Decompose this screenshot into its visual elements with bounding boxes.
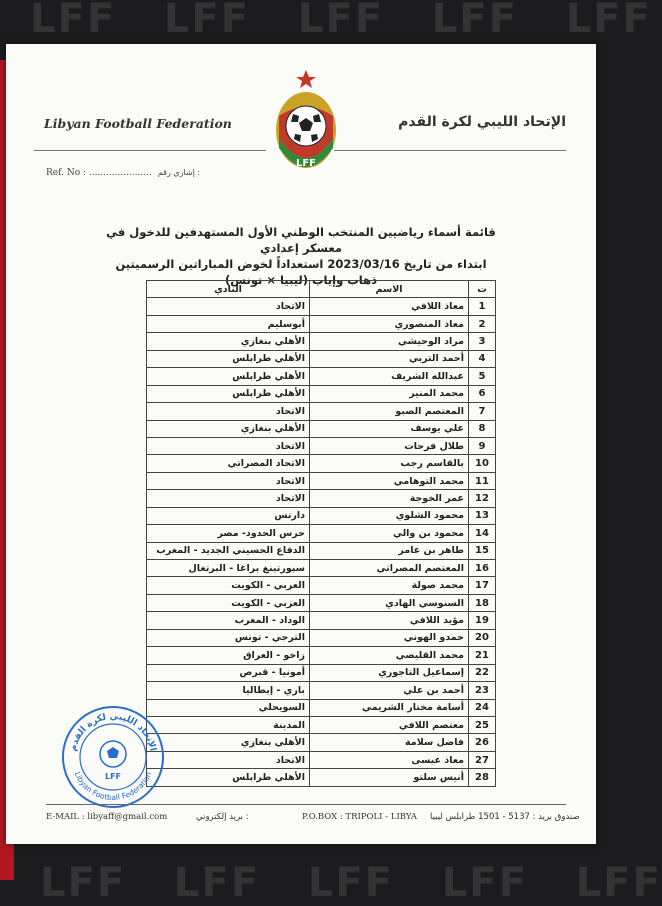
player-name: محمد التوهامي [310,472,469,489]
table-row [147,315,496,332]
row-number: 17 [469,577,496,594]
row-number: 26 [469,734,496,751]
table-row [147,507,496,524]
row-number: 1 [469,298,496,315]
header-divider-right [334,150,566,151]
row-number: 19 [469,612,496,629]
header-name: الاسم [310,281,469,298]
row-number: 6 [469,385,496,402]
player-club: زاخو - العراق [147,647,310,664]
player-name: المعتصم الصبو [310,403,469,420]
player-name: مراد الوحيشي [310,333,469,350]
table-row [147,437,496,454]
footer-email: E-MAIL : libyaff@gmail.com [46,812,168,822]
player-name: معاذ اللافي [310,298,469,315]
footer-divider [46,804,566,805]
table-row [147,542,496,559]
player-club: الاتحاد [147,403,310,420]
player-club: العربي - الكويت [147,577,310,594]
player-club: الترجي - تونس [147,629,310,646]
table-row [147,472,496,489]
lff-logo-icon [271,68,341,188]
player-club: أمونيا - قبرص [147,664,310,681]
header-club: النادي [147,281,310,298]
player-club: المدينة [147,716,310,733]
player-name: السنوسي الهادي [310,594,469,611]
player-club: الاتحاد [147,437,310,454]
row-number: 13 [469,507,496,524]
table-row [147,734,496,751]
table-row [147,577,496,594]
player-name: أنيس سلتو [310,769,469,786]
player-club: أبوسليم [147,315,310,332]
player-club: سبورتينغ براغا - البرتغال [147,560,310,577]
player-club: الاتحاد [147,472,310,489]
player-name: إسماعيل التاجوري [310,664,469,681]
row-number: 21 [469,647,496,664]
table-row [147,716,496,733]
player-club: دارنس [147,507,310,524]
player-name: فاضل سلامة [310,734,469,751]
player-name: محمود الشلوي [310,507,469,524]
row-number: 7 [469,403,496,420]
player-club: الاتحاد [147,298,310,315]
player-club: الاتحاد المصراتي [147,455,310,472]
table-row [147,560,496,577]
title-line-2: ابتداء من تاريخ 2023/03/16 استعداداً لخوض المباراتين الرسميتين [115,257,487,271]
table-row [147,455,496,472]
table-row [147,612,496,629]
player-name: معتصم اللافي [310,716,469,733]
player-name: أحمد بن علي [310,682,469,699]
title-line-1: قائمة أسماء رياضيين المنتخب الوطني الأول المستهدفين للدخول في معسكر إعدادي [106,225,496,255]
player-club: الدفاع الحسيني الجديد - المغرب [147,542,310,559]
svg-text:LFF: LFF [104,772,122,781]
row-number: 25 [469,716,496,733]
header-divider-left [34,150,266,151]
player-club: الأهلي بنغازي [147,734,310,751]
row-number: 10 [469,455,496,472]
row-number: 11 [469,472,496,489]
player-club: الأهلي طرابلس [147,368,310,385]
reference-number: Ref. No : ...................... إشاري رقم : [46,168,201,178]
row-number: 2 [469,315,496,332]
player-club: الوداد - المغرب [147,612,310,629]
player-name: محمود بن والي [310,525,469,542]
player-name: معاذ عيسى [310,751,469,768]
table-row [147,629,496,646]
table-row [147,751,496,768]
player-roster-table [146,280,496,787]
player-name: طلال فرحات [310,437,469,454]
player-name: أحمد التربي [310,350,469,367]
row-number: 23 [469,682,496,699]
row-number: 16 [469,560,496,577]
player-club: الأهلي طرابلس [147,350,310,367]
table-row [147,682,496,699]
footer-pobox-ar: صندوق بريد : 5137 - 1501 طرابلس ليبيا [430,812,580,822]
federation-stamp [60,704,166,810]
row-number: 8 [469,420,496,437]
row-number: 18 [469,594,496,611]
player-name: عبدالله الشريف [310,368,469,385]
row-number: 15 [469,542,496,559]
svg-text:الإتحاد الليبي لكرة القدم: الإتحاد الليبي لكرة القدم [68,711,158,753]
header-number: ت [469,281,496,298]
table-row [147,420,496,437]
row-number: 5 [469,368,496,385]
player-club: حرس الحدود- مصر [147,525,310,542]
row-number: 28 [469,769,496,786]
player-club: العربي - الكويت [147,594,310,611]
table-row [147,647,496,664]
table-row [147,699,496,716]
player-name: معاذ المنصوري [310,315,469,332]
player-club: الأهلي بنغازي [147,420,310,437]
footer-pobox: P.O.BOX : TRIPOLI - LIBYA [302,812,417,822]
player-club: باري - إيطاليا [147,682,310,699]
federation-name-arabic: الإتحاد الليبي لكرة القدم [398,114,566,130]
row-number: 12 [469,490,496,507]
row-number: 4 [469,350,496,367]
svg-text:LFF: LFF [295,158,317,169]
table-row [147,490,496,507]
player-name: المعتصم المصراتي [310,560,469,577]
player-name: محمد المنير [310,385,469,402]
row-number: 24 [469,699,496,716]
row-number: 27 [469,751,496,768]
player-club: الأهلي بنغازي [147,333,310,350]
row-number: 3 [469,333,496,350]
player-name: طاهر بن عامر [310,542,469,559]
player-name: علي يوسف [310,420,469,437]
player-club: الأهلي طرابلس [147,385,310,402]
table-row [147,298,496,315]
player-club: الاتحاد [147,751,310,768]
svg-text:Libyan Football Federation: Libyan Football Federation [72,770,154,803]
table-row [147,403,496,420]
title-line-3: ذهاب وإياب (ليبيا × تونس) [224,273,377,287]
player-name: أسامة مختار الشريمي [310,699,469,716]
table-row [147,664,496,681]
row-number: 22 [469,664,496,681]
player-club: الأهلي طرابلس [147,769,310,786]
table-row [147,525,496,542]
document-title [86,224,516,288]
player-name: محمد القليصي [310,647,469,664]
row-number: 20 [469,629,496,646]
table-row [147,594,496,611]
player-club: الاتحاد [147,490,310,507]
document-page [6,44,596,844]
row-number: 9 [469,437,496,454]
watermark-top: LFF LFF LFF LFF LFF [30,0,652,42]
player-club: السويحلي [147,699,310,716]
player-name: بالقاسم رجب [310,455,469,472]
table-header-row [147,281,496,298]
row-number: 14 [469,525,496,542]
player-name: عمر الخوجة [310,490,469,507]
table-row [147,769,496,786]
watermark-bottom: LFF LFF LFF LFF LFF [40,860,662,906]
federation-name-english: Libyan Football Federation [44,116,232,131]
player-name: محمد صولة [310,577,469,594]
footer-email-label-ar: بريد إلكتروني : [196,812,249,822]
table-row [147,350,496,367]
player-name: مؤيد اللافي [310,612,469,629]
player-name: حمدو الهوني [310,629,469,646]
table-row [147,368,496,385]
table-row [147,385,496,402]
table-row [147,333,496,350]
